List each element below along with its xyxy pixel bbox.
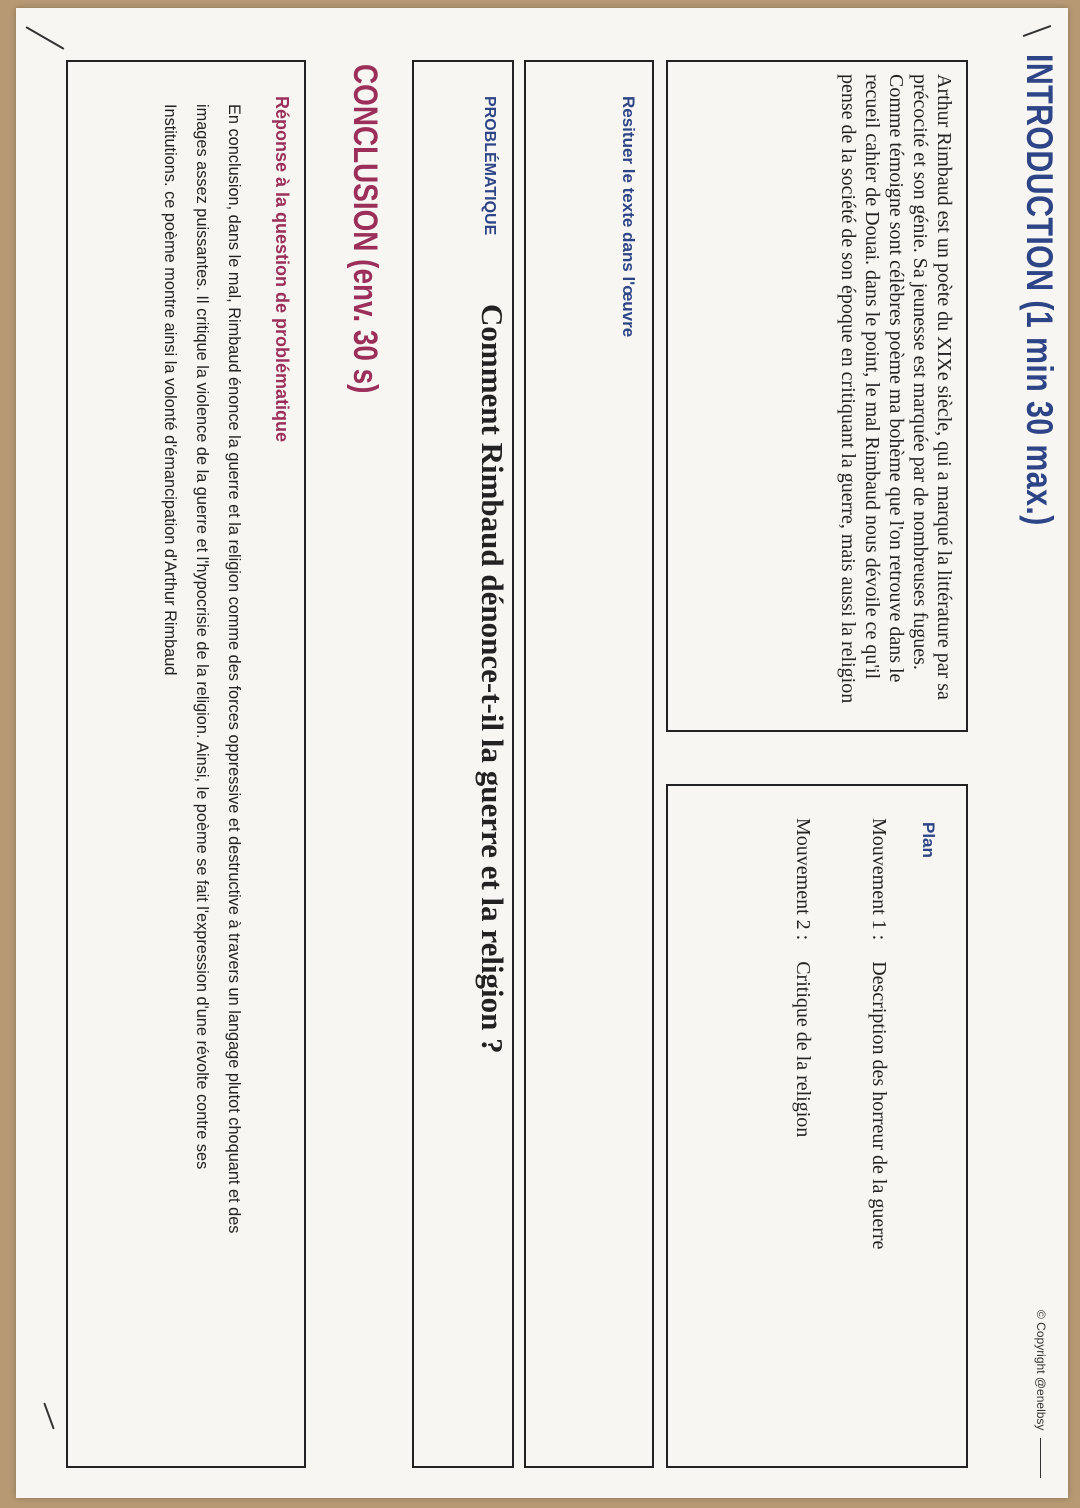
movement-1-name: Mouvement 1 : — [868, 818, 890, 941]
introduction-text: Arthur Rimbaud est un poète du XIXe siècle, qui a marqué la littérature par sa précocité et son génie. Sa jeunesse est marquée par de nombreuses fugues. Comme témoigne sont célèbres poème ma bohème que l'on retrouve dans le recueil cahier de Douai. dans le point, le mal Rimbaud nous dévoile ce qu'il pense de la société de son époque en critiquant la guerre, mais aussi la religion — [837, 74, 955, 704]
pen-mark — [43, 1403, 54, 1430]
conclusion-text: En conclusion, dans le mal, Rimbaud énonce la guerre et la religion comme des forces oppressive et destructive à travers un langage plutot choquant et des images assez puissantes. Il critique la violence de la guerre et l'hypocrisie de la religion. Ainsi, le poème se fait l'expression d'une révolte contre ses Institutions. ce poème montre ainsi la volonté d'émancipation d'Arthur Rimbaud — [161, 104, 244, 1234]
pen-mark — [25, 26, 64, 50]
problematique-question: Comment Rimbaud dénonce-t-il la guerre et la religion ? — [475, 304, 510, 1054]
plan-movement-1 — [867, 818, 890, 1249]
plan-label: Plan — [919, 822, 938, 858]
problematique-label: PROBLÉMATIQUE — [481, 96, 498, 236]
pen-mark — [1023, 25, 1052, 37]
plan-movement-2 — [791, 818, 814, 1137]
copyright-notice — [1034, 1310, 1048, 1478]
conclusion-title: CONCLUSION (env. 30 s) — [346, 64, 384, 394]
page-content — [16, 8, 1068, 1498]
movement-2-text: Critique de la religion — [792, 961, 814, 1138]
plan-box — [666, 784, 968, 1468]
conclusion-answer-label: Réponse à la question de problématique — [272, 96, 292, 443]
copyright-text: © Copyright @enelbsy — [1034, 1310, 1048, 1431]
movement-1-text: Description des horreur de la guerre — [868, 961, 890, 1250]
movement-2-name: Mouvement 2 : — [792, 818, 814, 941]
resituer-label: Resituer le texte dans l'œuvre — [619, 96, 638, 338]
introduction-title: INTRODUCTION (1 min 30 max.) — [1019, 54, 1060, 526]
copyright-line — [1041, 1438, 1042, 1478]
document-page — [16, 8, 1068, 1498]
